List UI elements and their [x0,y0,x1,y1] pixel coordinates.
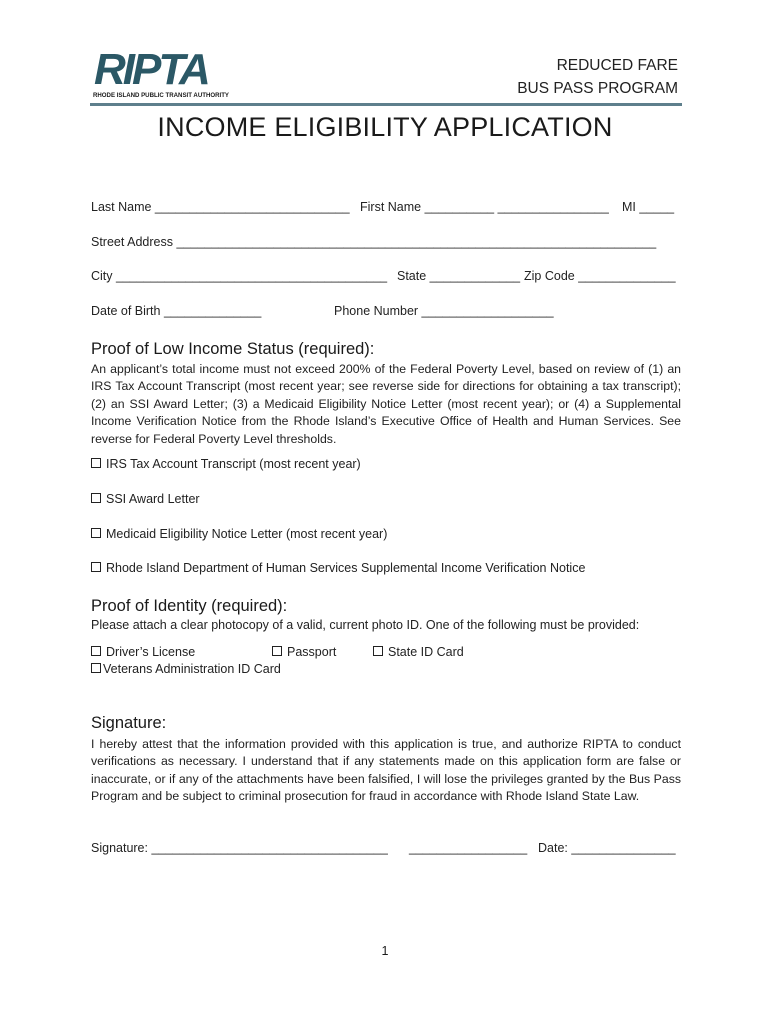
income-section-text: An applicant’s total income must not exceed 200% of the Federal Poverty Level, based on review of (1) an IRS Tax Account Transcript (most recent year; see reverse side for directions for obtaining a tax transcript); (2) an SSI Award Letter; (3) a Medicaid Eligibility Notice Letter (most recent year); or (4) a Supplemental Income Verification Notice from the Rhode Island’s Executive Office of Health and Human Services. See reverse for Federal Poverty Level thresholds. [91,362,681,446]
middle-initial-field[interactable]: MI _____ [622,200,675,214]
date-of-birth-field[interactable]: Date of Birth ______________ [91,304,262,318]
income-section-heading: Proof of Low Income Status (required): [91,340,375,358]
city-field[interactable]: City _______________________________________ [91,269,388,283]
program-title-line2: BUS PASS PROGRAM [517,80,678,97]
checkbox-icon[interactable] [373,646,383,656]
state-field[interactable]: State _____________ [397,269,521,283]
checkbox-icon[interactable] [272,646,282,656]
last-name-field[interactable]: Last Name ____________________________ [91,200,350,214]
id-option-drivers-license[interactable]: Driver’s License [91,645,195,659]
ripta-logo [92,44,234,100]
checkbox-icon[interactable] [91,646,101,656]
income-option-ssi[interactable]: SSI Award Letter [91,492,200,506]
id-option-passport[interactable]: Passport [272,645,336,659]
program-title-line1: REDUCED FARE [556,57,678,74]
date-field[interactable]: Date: _______________ [538,841,676,855]
checkbox-icon[interactable] [91,493,101,503]
logo-subtitle: RHODE ISLAND PUBLIC TRANSIT AUTHORITY [93,92,230,99]
logo-text: RIPTA [94,45,208,94]
id-option-veterans-id[interactable]: Veterans Administration ID Card [91,662,281,676]
signature-field[interactable]: Signature: __________________________________ [91,841,388,855]
income-option-medicaid[interactable]: Medicaid Eligibility Notice Letter (most recent year) [91,527,387,541]
street-address-field[interactable]: Street Address _____________________________________________________________________ [91,235,657,249]
identity-section-heading: Proof of Identity (required): [91,597,288,615]
checkbox-icon[interactable] [91,562,101,572]
income-option-dhs[interactable]: Rhode Island Department of Human Services Supplemental Income Verification Notice [91,561,585,575]
first-name-field[interactable]: First Name __________ ________________ [360,200,609,214]
id-option-state-id[interactable]: State ID Card [373,645,464,659]
header-divider [90,103,682,106]
identity-section-text: Please attach a clear photocopy of a valid, current photo ID. One of the following must be provided: [91,618,640,632]
page-title: INCOME ELIGIBILITY APPLICATION [157,112,613,142]
signature-section-heading: Signature: [91,714,167,732]
checkbox-icon[interactable] [91,458,101,468]
signature-section-text: I hereby attest that the information provided with this application is true, and authorize RIPTA to conduct verifications as necessary. I understand that if any statements made on this application form are false or inaccurate, or if any of the attachments have been falsified, I will lose the privileges granted by the Bus Pass Program and be subject to criminal prosecution for fraud in accordance with Rhode Island State Law. [91,737,681,804]
zip-code-field[interactable]: Zip Code ______________ [524,269,676,283]
page-number: 1 [381,944,389,958]
checkbox-icon[interactable] [91,528,101,538]
checkbox-icon[interactable] [91,663,101,673]
income-option-irs[interactable]: IRS Tax Account Transcript (most recent year) [91,457,361,471]
signature-extra-line[interactable]: _________________ [409,841,528,855]
phone-number-field[interactable]: Phone Number ___________________ [334,304,554,318]
